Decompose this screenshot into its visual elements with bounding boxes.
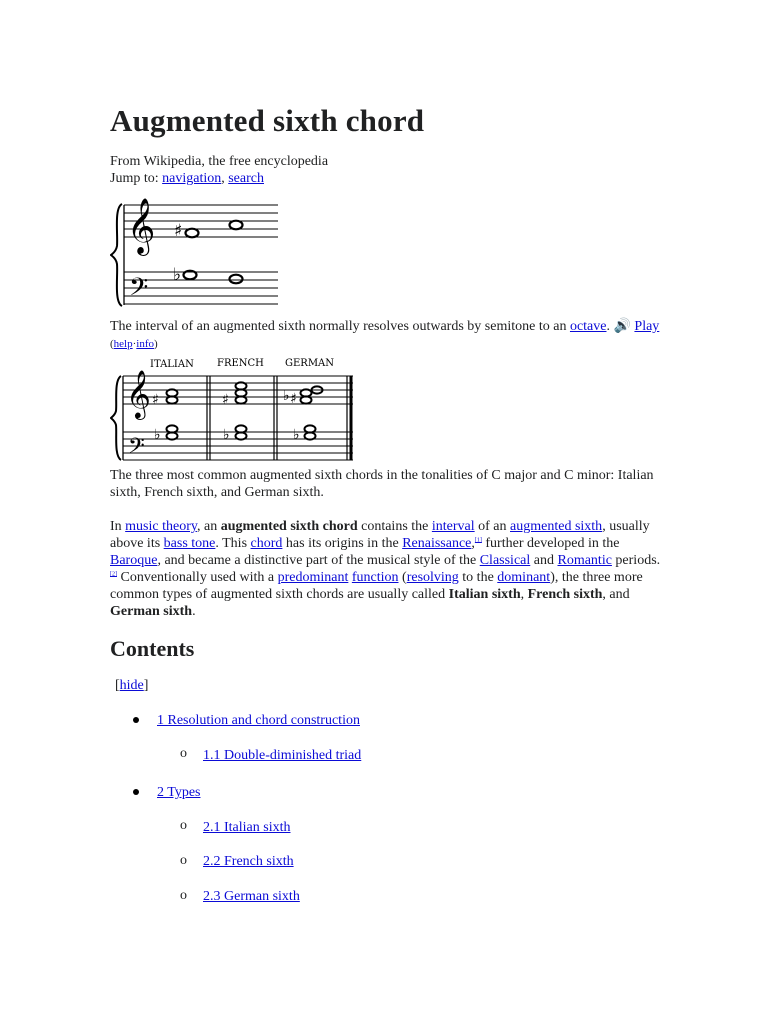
- caption-interval-text: The interval of an augmented sixth normally resolves outwards by semitone to an: [110, 319, 570, 334]
- para-text: , usually above its: [110, 519, 650, 551]
- bass-clef-icon-2: 𝄢: [128, 434, 145, 464]
- para-text: ), the three more common types of augmented sixth chords are usually called: [110, 570, 643, 602]
- jump-prefix: Jump to:: [110, 171, 163, 186]
- label-german: GERMAN: [285, 358, 335, 369]
- predominant-link[interactable]: predominant: [277, 570, 349, 585]
- toc-toggle: [hide]: [115, 678, 149, 693]
- help-link[interactable]: help: [113, 338, 133, 350]
- caption-interval: [110, 318, 670, 353]
- dominant-link[interactable]: dominant: [497, 570, 551, 585]
- para-text: .: [192, 604, 196, 619]
- para-text: periods.: [611, 553, 661, 568]
- reference-1-link[interactable]: [1]: [474, 537, 482, 544]
- circle-bullet-icon: o: [180, 853, 187, 868]
- caption-interval-after: .: [606, 319, 614, 334]
- toc-item-italian[interactable]: 2.1 Italian sixth: [203, 820, 291, 835]
- note-f-sharp: [186, 229, 199, 238]
- circle-bullet-icon: o: [180, 888, 187, 903]
- para-text: ,: [520, 587, 528, 602]
- intro-paragraph: In music theory, an augmented sixth chord contains the interval of an augmented sixth, usually above its bass tone. This chord has its origins in the Renaissance,[1] further developed in the Baroque, and became a distinctive part of the musical style of the Classical and Romantic periods.[2] Conventionally used with a predominant function (resolving to the dominant), the three more common types of augmented sixth chords are usually called Italian sixth, French sixth, and German sixth.: [110, 519, 661, 619]
- para-text: and: [530, 553, 558, 568]
- chord-link[interactable]: chord: [250, 536, 283, 551]
- resolving-link[interactable]: resolving: [406, 570, 459, 585]
- italian-sharp-icon: ♯: [152, 392, 159, 408]
- interval-link[interactable]: interval: [431, 519, 475, 534]
- treble-clef-icon-2: 𝄞: [126, 369, 151, 418]
- renaissance-link[interactable]: Renaissance: [402, 536, 472, 551]
- para-text: (: [398, 570, 407, 585]
- italian-flat-icon: ♭: [154, 427, 161, 443]
- german-sharp-icon: ♯: [290, 391, 297, 407]
- augmented-sixth-interval-score[interactable]: [110, 194, 280, 312]
- para-text: , and became a distinctive part of the musical style of the: [157, 553, 480, 568]
- jump-sep: ,: [221, 171, 229, 186]
- bullet-icon: [133, 789, 139, 795]
- info-link[interactable]: info: [136, 338, 155, 350]
- reference-2-link[interactable]: [2]: [110, 571, 117, 578]
- para-text: Conventionally used with a: [117, 570, 278, 585]
- para-text: , and: [602, 587, 630, 602]
- german-bass-flat-icon: ♭: [293, 427, 300, 443]
- toc-item-german[interactable]: 2.3 German sixth: [203, 889, 300, 904]
- toc-item-french[interactable]: 2.2 French sixth: [203, 854, 294, 869]
- romantic-link[interactable]: Romantic: [557, 553, 612, 568]
- note-g: [230, 221, 243, 230]
- german-sixth-term: German sixth: [110, 604, 193, 619]
- treble-clef-icon: 𝄞: [127, 198, 156, 254]
- toc-item-double-diminished[interactable]: 1.1 Double-diminished triad: [203, 748, 362, 763]
- hide-link[interactable]: hide: [119, 678, 144, 693]
- bold-term: augmented sixth chord: [220, 519, 358, 534]
- sharp-icon: ♯: [174, 221, 183, 241]
- circle-bullet-icon: o: [180, 746, 187, 761]
- bass-clef-icon: 𝄢: [129, 273, 149, 308]
- note-g-bass: [230, 275, 243, 284]
- brace-icon: [111, 204, 122, 306]
- brace-icon-2: [111, 376, 121, 460]
- para-text: . This: [215, 536, 251, 551]
- jump-links: [110, 170, 264, 187]
- page-title: Augmented sixth chord: [110, 103, 425, 138]
- italian-sixth-term: Italian sixth: [448, 587, 521, 602]
- french-sixth-term: French sixth: [527, 587, 603, 602]
- flat-icon: ♭: [173, 265, 182, 285]
- bass-tone-link[interactable]: bass tone: [163, 536, 216, 551]
- music-theory-link[interactable]: music theory: [125, 519, 197, 534]
- play-link[interactable]: Play: [634, 319, 660, 334]
- para-text: has its origins in the: [282, 536, 403, 551]
- caption-chords: The three most common augmented sixth chords in the tonalities of C major and C minor: Italian sixth, French sixth, and German sixth.: [110, 468, 654, 500]
- para-text: contains the: [357, 519, 432, 534]
- german-flat-icon: ♭: [283, 388, 290, 404]
- para-text: In: [110, 519, 126, 534]
- para-text: further developed in the: [481, 536, 620, 551]
- para-text: of an: [474, 519, 511, 534]
- french-flat-icon: ♭: [223, 427, 230, 443]
- para-text: , an: [196, 519, 221, 534]
- help-info: (help·info): [110, 338, 158, 350]
- classical-link[interactable]: Classical: [479, 553, 531, 568]
- label-italian: ITALIAN: [150, 359, 194, 370]
- tagline: From Wikipedia, the free encyclopedia: [110, 154, 329, 169]
- octave-link[interactable]: octave: [569, 319, 607, 334]
- augmented-sixth-link[interactable]: augmented sixth: [510, 519, 603, 534]
- baroque-link[interactable]: Baroque: [110, 553, 158, 568]
- speaker-icon[interactable]: 🔊: [613, 319, 631, 334]
- french-sharp-icon: ♯: [222, 392, 229, 408]
- three-chords-score[interactable]: [110, 356, 355, 464]
- contents-heading: Contents: [110, 636, 195, 661]
- navigation-link[interactable]: navigation: [162, 171, 222, 186]
- para-text: to the: [458, 570, 498, 585]
- label-french: FRENCH: [217, 358, 264, 369]
- toc-item-resolution[interactable]: 1 Resolution and chord construction: [157, 713, 360, 728]
- search-link[interactable]: search: [228, 171, 264, 186]
- function-link[interactable]: function: [351, 570, 399, 585]
- bullet-icon: [133, 717, 139, 723]
- circle-bullet-icon: o: [180, 818, 187, 833]
- toc-item-types[interactable]: 2 Types: [157, 785, 201, 800]
